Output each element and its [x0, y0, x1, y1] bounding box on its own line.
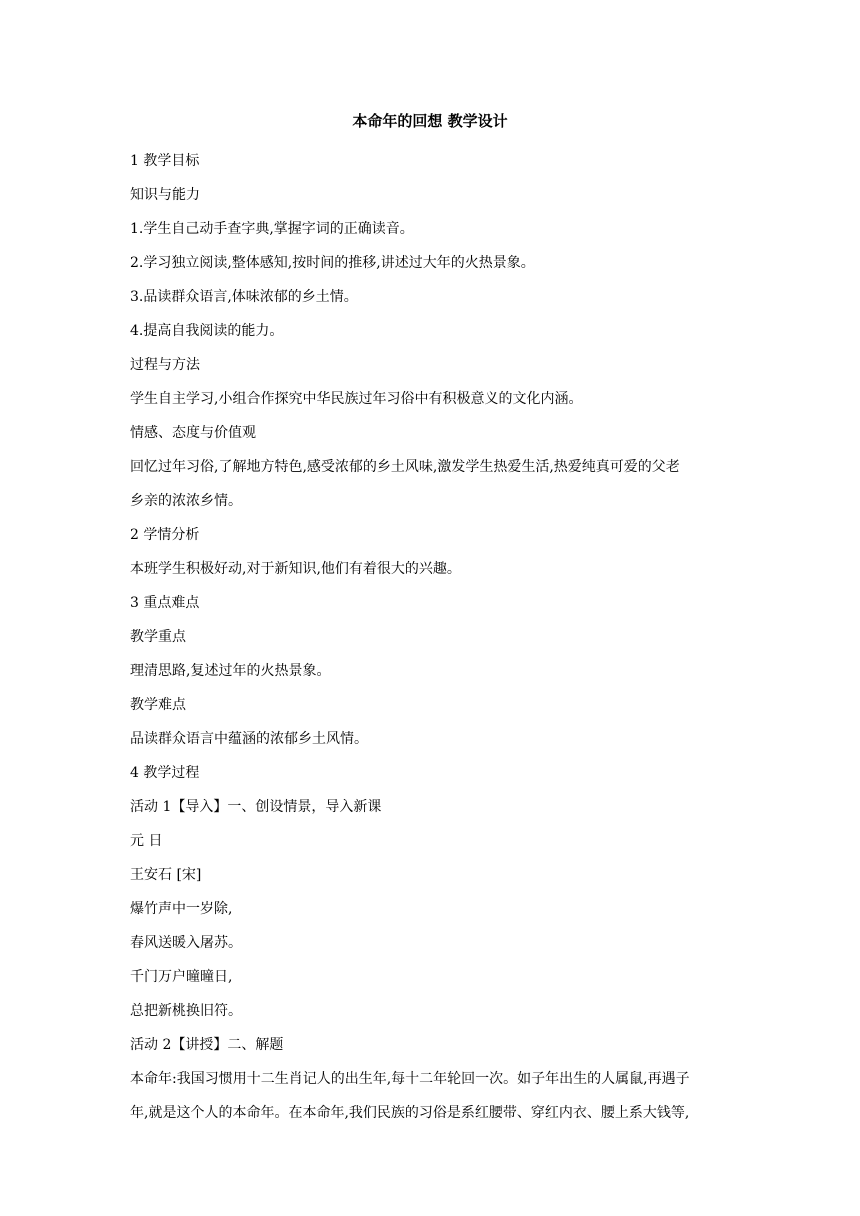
poem-line-2: 春风送暖入屠苏。: [130, 935, 242, 951]
analysis-text: 本班学生积极好动,对于新知识,他们有着很大的兴趣。: [130, 561, 461, 577]
poem-line-3: 千门万户曈曈日,: [130, 969, 233, 985]
section-heading-analysis: 2 学情分析: [130, 527, 200, 543]
document-title: 本命年的回想 教学设计: [352, 112, 508, 130]
section-heading-key-points: 3 重点难点: [130, 595, 200, 611]
difficulty-text: 品读群众语言中蕴涵的浓郁乡土风情。: [130, 731, 368, 747]
process-method-text: 学生自主学习,小组合作探究中华民族过年习俗中有积极意义的文化内涵。: [130, 391, 583, 407]
key-point-text: 理清思路,复述过年的火热景象。: [130, 663, 331, 679]
objective-item-1: 1.学生自己动手查字典,掌握字词的正确读音。: [130, 221, 414, 237]
subheading-process-method: 过程与方法: [130, 357, 200, 373]
emotion-values-text-line-2: 乡亲的浓浓乡情。: [130, 493, 242, 509]
objective-item-2: 2.学习独立阅读,整体感知,按时间的推移,讲述过大年的火热景象。: [130, 255, 535, 271]
document-body: [130, 144, 742, 1130]
objective-item-4: 4.提高自我阅读的能力。: [130, 323, 284, 339]
poem-line-1: 爆竹声中一岁除,: [130, 901, 233, 917]
subheading-difficulty: 教学难点: [130, 697, 186, 713]
subheading-emotion-values: 情感、态度与价值观: [130, 425, 256, 441]
poem-line-4: 总把新桃换旧符。: [130, 1003, 242, 1019]
section-heading-process: 4 教学过程: [130, 765, 200, 781]
activity-2-heading: 活动 2【讲授】二、解题: [130, 1037, 284, 1053]
subheading-key-point: 教学重点: [130, 629, 186, 645]
poem-title: 元 日: [130, 833, 163, 849]
explanation-text-line-2: 年,就是这个人的本命年。在本命年,我们民族的习俗是系红腰带、穿红内衣、腰上系大钱等,: [130, 1105, 690, 1121]
emotion-values-text-line-1: 回忆过年习俗,了解地方特色,感受浓郁的乡土风味,激发学生热爱生活,热爱纯真可爱的父老: [130, 459, 680, 475]
poem-author: 王安石 [宋]: [130, 867, 202, 883]
activity-1-heading: 活动 1【导入】一、创设情景，导入新课: [130, 799, 382, 815]
section-heading-objectives: 1 教学目标: [130, 153, 200, 169]
subheading-knowledge-ability: 知识与能力: [130, 187, 200, 203]
explanation-text-line-1: 本命年:我国习惯用十二生肖记人的出生年,每十二年轮回一次。如子年出生的人属鼠,再遇子: [130, 1071, 690, 1087]
objective-item-3: 3.品读群众语言,体味浓郁的乡土情。: [130, 289, 358, 305]
